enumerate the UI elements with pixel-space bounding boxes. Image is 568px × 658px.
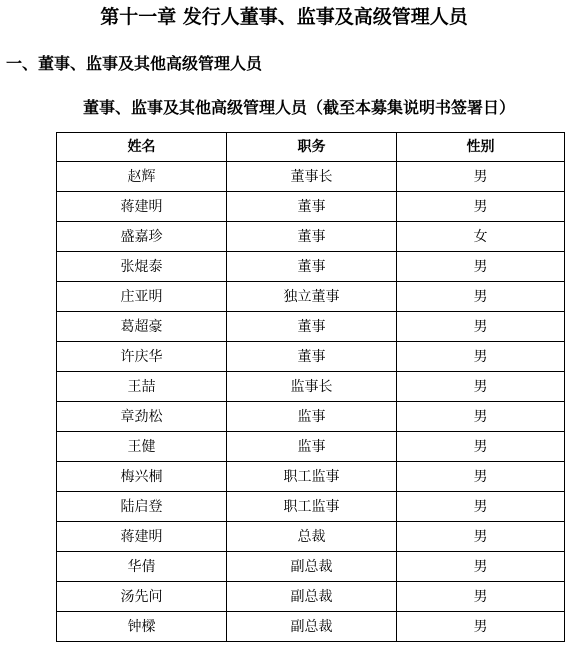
table-row xyxy=(57,582,565,612)
cell-name: 华倩 xyxy=(57,552,227,582)
table-row xyxy=(57,192,565,222)
cell-position: 董事 xyxy=(227,252,397,282)
cell-position: 监事 xyxy=(227,432,397,462)
cell-gender: 男 xyxy=(397,342,565,372)
table-row xyxy=(57,342,565,372)
cell-gender: 男 xyxy=(397,192,565,222)
table-row xyxy=(57,162,565,192)
cell-gender: 女 xyxy=(397,222,565,252)
cell-position: 职工监事 xyxy=(227,492,397,522)
cell-name: 钟樑 xyxy=(57,612,227,642)
column-header-name: 姓名 xyxy=(57,133,227,162)
cell-name: 葛超豪 xyxy=(57,312,227,342)
table-header-row xyxy=(57,133,565,162)
cell-gender: 男 xyxy=(397,612,565,642)
cell-gender: 男 xyxy=(397,492,565,522)
cell-position: 职工监事 xyxy=(227,462,397,492)
cell-position: 副总裁 xyxy=(227,552,397,582)
section-heading: 一、董事、监事及其他高级管理人员 xyxy=(6,54,263,73)
table-row xyxy=(57,222,565,252)
cell-position: 副总裁 xyxy=(227,582,397,612)
cell-name: 王健 xyxy=(57,432,227,462)
chapter-title: 第十一章 发行人董事、监事及高级管理人员 xyxy=(100,6,468,28)
table-row xyxy=(57,462,565,492)
cell-name: 庄亚明 xyxy=(57,282,227,312)
cell-position: 副总裁 xyxy=(227,612,397,642)
table-row xyxy=(57,522,565,552)
cell-gender: 男 xyxy=(397,282,565,312)
cell-gender: 男 xyxy=(397,162,565,192)
cell-name: 王喆 xyxy=(57,372,227,402)
table-row xyxy=(57,492,565,522)
cell-position: 董事 xyxy=(227,312,397,342)
column-header-gender: 性别 xyxy=(397,133,565,162)
cell-position: 独立董事 xyxy=(227,282,397,312)
personnel-table xyxy=(56,132,565,642)
cell-position: 董事 xyxy=(227,342,397,372)
cell-name: 汤先问 xyxy=(57,582,227,612)
cell-position: 监事长 xyxy=(227,372,397,402)
cell-name: 蒋建明 xyxy=(57,522,227,552)
cell-position: 董事 xyxy=(227,222,397,252)
cell-position: 总裁 xyxy=(227,522,397,552)
table-row xyxy=(57,612,565,642)
cell-name: 张焜泰 xyxy=(57,252,227,282)
cell-gender: 男 xyxy=(397,372,565,402)
cell-gender: 男 xyxy=(397,312,565,342)
cell-gender: 男 xyxy=(397,552,565,582)
cell-name: 章劲松 xyxy=(57,402,227,432)
cell-name: 赵辉 xyxy=(57,162,227,192)
cell-gender: 男 xyxy=(397,522,565,552)
cell-gender: 男 xyxy=(397,252,565,282)
cell-gender: 男 xyxy=(397,402,565,432)
cell-position: 董事长 xyxy=(227,162,397,192)
cell-position: 董事 xyxy=(227,192,397,222)
table-row xyxy=(57,282,565,312)
table-row xyxy=(57,312,565,342)
table-caption: 董事、监事及其他高级管理人员（截至本募集说明书签署日） xyxy=(82,98,515,117)
table-row xyxy=(57,432,565,462)
table-row xyxy=(57,552,565,582)
cell-gender: 男 xyxy=(397,432,565,462)
cell-gender: 男 xyxy=(397,582,565,612)
cell-name: 梅兴桐 xyxy=(57,462,227,492)
table-row xyxy=(57,372,565,402)
cell-name: 盛嘉珍 xyxy=(57,222,227,252)
cell-name: 陆启登 xyxy=(57,492,227,522)
column-header-position: 职务 xyxy=(227,133,397,162)
table-row xyxy=(57,252,565,282)
cell-name: 许庆华 xyxy=(57,342,227,372)
table-row xyxy=(57,402,565,432)
cell-position: 监事 xyxy=(227,402,397,432)
cell-name: 蒋建明 xyxy=(57,192,227,222)
cell-gender: 男 xyxy=(397,462,565,492)
